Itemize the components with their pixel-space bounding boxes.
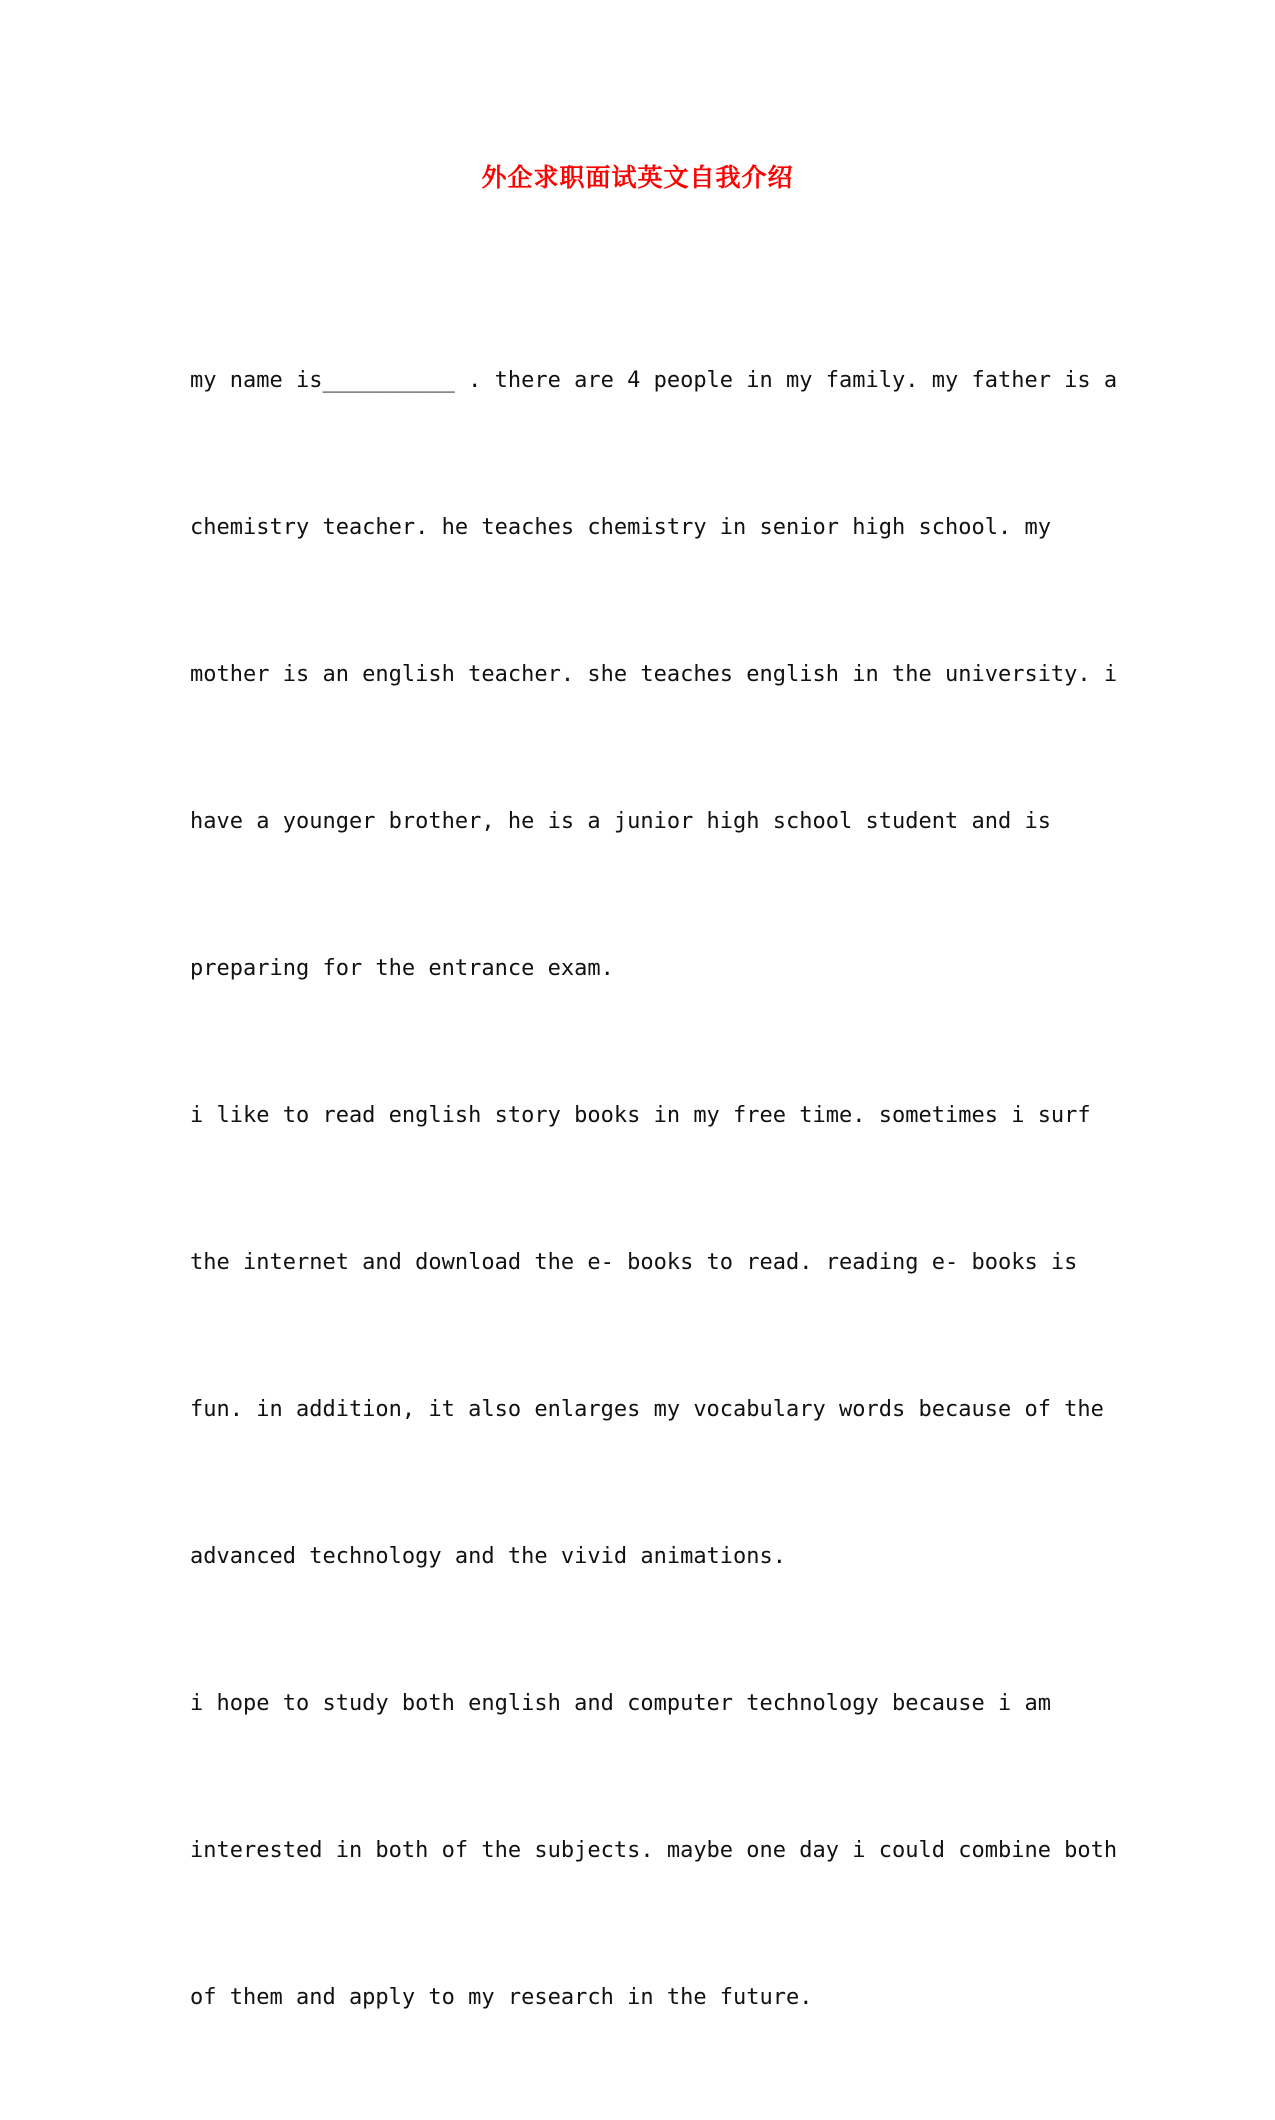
body-line-12: of them and apply to my research in the future. xyxy=(190,1985,813,2010)
body-line-1: my name is__________ . there are 4 people in my family. my father is a xyxy=(190,368,1118,393)
body-line-11: interested in both of the subjects. maybe one day i could combine both xyxy=(190,1838,1118,1863)
document-body xyxy=(190,258,1118,2120)
body-line-8: fun. in addition, it also enlarges my vocabulary words because of the xyxy=(190,1397,1104,1422)
body-line-10: i hope to study both english and computer technology because i am xyxy=(190,1691,1051,1716)
body-line-5: preparing for the entrance exam. xyxy=(190,956,614,981)
body-line-3: mother is an english teacher. she teaches english in the university. i xyxy=(190,662,1118,687)
document-title: 外企求职面试英文自我介绍 xyxy=(481,163,794,192)
body-line-6: i like to read english story books in my free time. sometimes i surf xyxy=(190,1103,1091,1128)
body-line-2: chemistry teacher. he teaches chemistry in senior high school. my xyxy=(190,515,1051,540)
body-line-9: advanced technology and the vivid animations. xyxy=(190,1544,787,1569)
body-line-7: the internet and download the e- books to read. reading e- books is xyxy=(190,1250,1078,1275)
body-line-4: have a younger brother, he is a junior high school student and is xyxy=(190,809,1051,834)
